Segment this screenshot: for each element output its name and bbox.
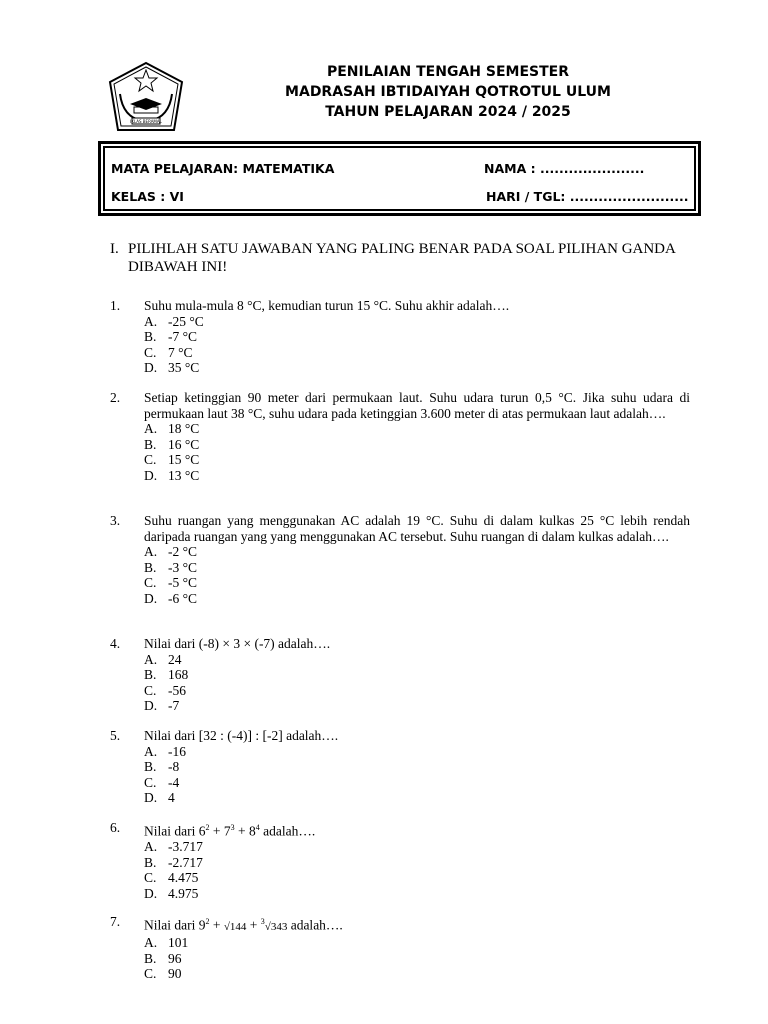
question-text: Nilai dari $9^2 + √144 + ^3√343$ adalah…. (144, 914, 690, 935)
option-d: D. -7 (144, 698, 180, 713)
question-text: Nilai dari (-8) × 3 × (-7) adalah…. (144, 636, 331, 651)
option-c: C. 90 (144, 966, 182, 981)
option-c: C. 7 °C (144, 344, 193, 360)
question-text: Suhu ruangan yang menggunakan AC adalah 19 °C. Suhu di dalam kulkas 25 °C lebih rendah daripada ruangan yang yang menggunakan AC tersebut. Suhu ruangan di dalam kulkas adalah…. (144, 513, 690, 544)
option-b: B. -3 °C (144, 559, 198, 575)
question-text: Nilai dari [32 : (-4)] : [-2] adalah…. (144, 728, 339, 743)
header-school: MADRASAH IBTIDAIYAH QOTROTUL ULUM (285, 84, 611, 100)
option-c: C. -5 °C (144, 575, 198, 590)
option-a: A. 18 °C (144, 421, 200, 436)
option-b: B. -8 (144, 759, 180, 774)
option-d: D. 4.975 (144, 885, 199, 901)
option-a: A. -2 °C (144, 544, 198, 559)
question-6: 6. Nilai dari $6^2 + 7^3 + 8^4$ adalah…. A. -3.717 B. -2.717 C. 4.475 D. 4.975 (110, 820, 690, 901)
option-d: D. -6 °C (144, 590, 198, 606)
option-d: D. 4 (144, 790, 175, 805)
option-d: D. 35 °C (144, 360, 200, 375)
question-3: 3. Suhu ruangan yang menggunakan AC adalah 19 °C. Suhu di dalam kulkas 25 °C lebih rendah daripada ruangan yang yang menggunakan AC tersebut. Suhu ruangan di dalam kulkas adalah…. A. -2 °C B. -3 °C C. -5 °C D. -6 °C (110, 513, 690, 606)
question-text: Setiap ketinggian 90 meter dari permukaan laut. Suhu udara turun 0,5 °C. Jika suhu udara di permukaan laut 38 °C, suhu udara pada ketinggian 3.600 meter di atas permukaan laut adalah…. (144, 390, 690, 421)
question-text: Nilai dari $6^2 + 7^3 + 8^4$ adalah…. (144, 823, 316, 839)
section-number: I. (110, 241, 119, 257)
option-b: B. -2.717 (144, 854, 203, 870)
name-field: NAMA : ...................... (484, 161, 645, 176)
date-field: HARI / TGL: ......................... (486, 189, 689, 204)
section-instruction (110, 240, 690, 276)
option-b: B. 96 (144, 950, 182, 966)
option-c: C. 4.475 (144, 870, 199, 885)
option-a: A. 24 (144, 651, 182, 667)
question-1: 1. Suhu mula-mula 8 °C, kemudian turun 15 °C. Suhu akhir adalah…. A. -25 °C B. -7 °C C. 7 °C D. 35 °C (110, 298, 690, 376)
option-a: A. 101 (144, 935, 189, 950)
cube-root-expression: √343 (264, 920, 288, 933)
option-b: B. 16 °C (144, 436, 200, 452)
option-a: A. -3.717 (144, 839, 203, 854)
option-c: C. -4 (144, 774, 180, 790)
square-root-expression: √144 (223, 920, 247, 933)
subject-label: MATA PELAJARAN: MATEMATIKA (111, 161, 335, 176)
svg-text:IKLAS BERAMAL: IKLAS BERAMAL (130, 119, 162, 124)
student-info-box (98, 141, 701, 216)
question-5: 5. Nilai dari [32 : (-4)] : [-2] adalah…. A. -16 B. -8 C. -4 D. 4 (110, 728, 690, 806)
section-text: PILIHLAH SATU JAWABAN YANG PALING BENAR PADA SOAL PILIHAN GANDA DIBAWAH INI! (128, 241, 676, 275)
option-b: B. -7 °C (144, 329, 198, 344)
question-2: 2. Setiap ketinggian 90 meter dari permukaan laut. Suhu udara turun 0,5 °C. Jika suhu udara di permukaan laut 38 °C, suhu udara pada ketinggian 3.600 meter di atas permukaan laut adalah…. A. 18 °C B. 16 °C C. 15 °C D. 13 °C (110, 390, 690, 483)
school-logo (106, 60, 186, 136)
header-title: PENILAIAN TENGAH SEMESTER (326, 64, 569, 80)
class-label: KELAS : VI (111, 189, 184, 204)
option-b: B. 168 (144, 667, 189, 682)
header-year: TAHUN PELAJARAN 2024 / 2025 (325, 104, 571, 120)
option-d: D. 13 °C (144, 467, 200, 483)
option-a: A. -16 (144, 743, 186, 759)
document-header (220, 62, 676, 122)
option-a: A. -25 °C (144, 313, 204, 329)
question-4: 4. Nilai dari (-8) × 3 × (-7) adalah…. A. 24 B. 168 C. -56 D. -7 (110, 636, 690, 714)
question-7: 7. Nilai dari $9^2 + √144 + ^3√343$ adalah…. A. 101 B. 96 C. 90 (110, 914, 690, 982)
option-c: C. -56 (144, 682, 186, 698)
option-c: C. 15 °C (144, 452, 200, 467)
question-text: Suhu mula-mula 8 °C, kemudian turun 15 °C. Suhu akhir adalah…. (144, 298, 510, 313)
